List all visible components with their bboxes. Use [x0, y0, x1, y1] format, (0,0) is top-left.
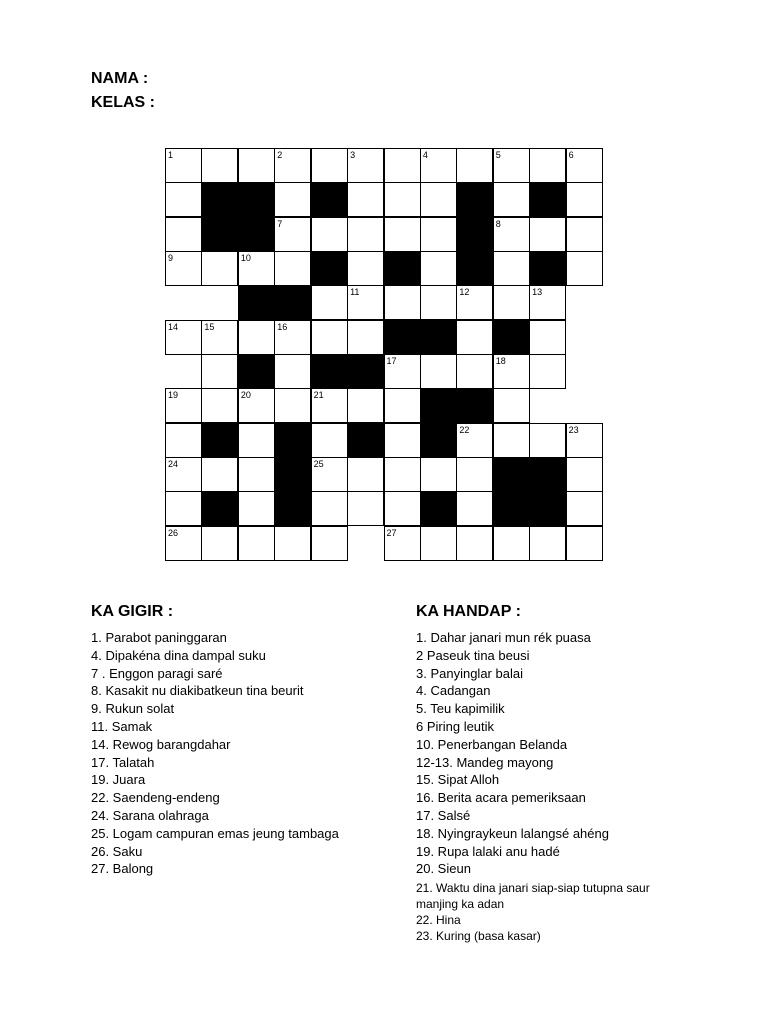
grid-cell[interactable] — [384, 354, 421, 389]
cell-number: 15 — [204, 321, 215, 332]
grid-cell[interactable] — [165, 388, 202, 423]
grid-cell[interactable] — [165, 423, 202, 458]
grid-cell[interactable] — [311, 526, 348, 561]
grid-cell[interactable] — [347, 217, 384, 252]
grid-cell[interactable] — [165, 251, 202, 286]
grid-cell[interactable] — [456, 491, 493, 526]
black-cell — [201, 423, 238, 458]
black-cell — [238, 354, 275, 389]
cell-number: 27 — [386, 527, 397, 538]
grid-cell[interactable] — [384, 491, 421, 526]
grid-cell[interactable] — [384, 388, 421, 423]
cell-number: 25 — [313, 459, 324, 469]
clue-item: 15. Sipat Alloh — [416, 772, 500, 788]
across-heading: KA GIGIR : — [91, 603, 174, 620]
grid-cell[interactable] — [311, 148, 348, 183]
grid-cell[interactable] — [201, 526, 238, 561]
grid-cell[interactable] — [347, 457, 384, 492]
grid-cell[interactable] — [384, 457, 421, 492]
cell-number: 19 — [168, 390, 179, 401]
grid-cell[interactable] — [493, 251, 530, 286]
clue-item: 10. Penerbangan Belanda — [416, 736, 568, 752]
grid-cell[interactable] — [384, 182, 421, 217]
grid-cell[interactable] — [238, 526, 275, 561]
grid-cell[interactable] — [456, 526, 493, 561]
grid-cell[interactable] — [529, 320, 566, 355]
cell-number: 18 — [495, 356, 506, 366]
grid-cell[interactable] — [456, 285, 493, 320]
grid-cell[interactable] — [384, 423, 421, 458]
clue-item: 12-13. Mandeg mayong — [416, 754, 554, 770]
cell-number: 7 — [277, 218, 283, 229]
grid-cell[interactable] — [493, 148, 530, 183]
grid-cell[interactable] — [165, 457, 202, 492]
grid-cell[interactable] — [274, 320, 311, 355]
grid-cell[interactable] — [347, 388, 384, 423]
grid-cell[interactable] — [456, 423, 493, 458]
cell-number: 16 — [277, 321, 288, 332]
nama-label: NAMA : — [91, 70, 149, 87]
grid-cell[interactable] — [238, 423, 275, 458]
crossword-grid — [165, 148, 602, 560]
grid-cell[interactable] — [165, 491, 202, 526]
cell-number: 2 — [277, 150, 283, 160]
grid-cell[interactable] — [274, 354, 311, 389]
cell-number: 20 — [240, 390, 251, 401]
black-cell — [201, 491, 238, 526]
grid-cell[interactable] — [493, 526, 530, 561]
grid-cell[interactable] — [201, 354, 238, 389]
grid-cell[interactable] — [420, 217, 457, 252]
grid-cell[interactable] — [566, 217, 603, 252]
clue-item: 14. Rewog barangdahar — [91, 736, 231, 752]
grid-cell[interactable] — [238, 148, 275, 183]
down-heading: KA HANDAP : — [416, 603, 521, 620]
grid-cell[interactable] — [566, 423, 603, 458]
black-cell — [529, 182, 566, 217]
black-cell — [529, 491, 566, 526]
grid-cell[interactable] — [347, 182, 384, 217]
down-clues — [416, 603, 676, 944]
cell-number: 6 — [568, 150, 574, 160]
black-cell — [311, 251, 348, 286]
clue-item: 19. Rupa lalaki anu hadé — [416, 843, 560, 859]
black-cell — [347, 423, 384, 458]
grid-cell[interactable] — [274, 217, 311, 252]
cell-number: 24 — [168, 459, 179, 469]
down-list — [416, 629, 676, 878]
clue-item: 4. Cadangan — [416, 683, 491, 699]
black-cell — [238, 285, 275, 320]
grid-cell[interactable] — [165, 148, 202, 183]
black-cell — [238, 182, 275, 217]
black-cell — [201, 217, 238, 252]
cell-number: 22 — [459, 424, 470, 435]
grid-cell[interactable] — [493, 423, 530, 458]
cell-number: 3 — [350, 150, 356, 160]
grid-cell[interactable] — [238, 251, 275, 286]
grid-cell[interactable] — [311, 285, 348, 320]
grid-cell[interactable] — [384, 217, 421, 252]
grid-cell[interactable] — [201, 320, 238, 355]
grid-cell[interactable] — [274, 388, 311, 423]
black-cell — [274, 423, 311, 458]
grid-cell[interactable] — [165, 182, 202, 217]
grid-cell[interactable] — [420, 251, 457, 286]
clue-item: 19. Juara — [91, 772, 146, 788]
clue-item: 3. Panyinglar balai — [416, 665, 523, 681]
black-cell — [347, 354, 384, 389]
grid-cell[interactable] — [566, 457, 603, 492]
cell-number: 21 — [313, 390, 324, 401]
cell-number: 4 — [422, 150, 428, 160]
grid-cell[interactable] — [311, 320, 348, 355]
clue-item: 7 . Enggon paragi saré — [91, 665, 223, 681]
black-cell — [529, 251, 566, 286]
clue-item: 16. Berita acara pemeriksaan — [416, 790, 586, 806]
grid-cell[interactable] — [456, 320, 493, 355]
black-cell — [420, 320, 457, 355]
grid-cell[interactable] — [311, 423, 348, 458]
clue-item: 4. Dipakéna dina dampal suku — [91, 647, 266, 663]
black-cell — [274, 457, 311, 492]
grid-cell[interactable] — [347, 251, 384, 286]
grid-cell[interactable] — [529, 217, 566, 252]
cell-number: 8 — [495, 218, 501, 229]
grid-cell[interactable] — [566, 182, 603, 217]
cell-number: 17 — [386, 356, 397, 366]
grid-cell[interactable] — [238, 457, 275, 492]
clue-item: 11. Samak — [91, 718, 153, 734]
black-cell — [384, 251, 421, 286]
black-cell — [201, 182, 238, 217]
grid-cell[interactable] — [384, 526, 421, 561]
black-cell — [311, 182, 348, 217]
grid-cell[interactable] — [420, 457, 457, 492]
grid-cell[interactable] — [529, 526, 566, 561]
grid-cell[interactable] — [493, 285, 530, 320]
clue-item: 17. Talatah — [91, 754, 155, 770]
grid-cell[interactable] — [238, 491, 275, 526]
grid-cell[interactable] — [311, 388, 348, 423]
grid-cell[interactable] — [347, 491, 384, 526]
black-cell — [274, 285, 311, 320]
black-cell — [384, 320, 421, 355]
grid-cell[interactable] — [420, 148, 457, 183]
clue-item: 20. Sieun — [416, 861, 471, 877]
grid-cell[interactable] — [566, 251, 603, 286]
grid-cell[interactable] — [493, 182, 530, 217]
cell-number: 5 — [495, 150, 501, 160]
black-cell — [456, 182, 493, 217]
grid-cell[interactable] — [165, 217, 202, 252]
across-list — [91, 629, 381, 878]
across-clues — [91, 603, 381, 878]
grid-cell[interactable] — [201, 388, 238, 423]
grid-cell[interactable] — [201, 148, 238, 183]
grid-cell[interactable] — [456, 354, 493, 389]
clue-item: 5. Teu kapimilik — [416, 701, 505, 717]
cell-number: 1 — [168, 150, 174, 160]
grid-cell[interactable] — [238, 388, 275, 423]
grid-cell[interactable] — [201, 251, 238, 286]
down-clue-22: 22. Hina — [416, 913, 461, 928]
black-cell — [493, 457, 530, 492]
clue-item: 9. Rukun solat — [91, 701, 175, 717]
cell-number: 9 — [168, 253, 174, 263]
clue-item: 25. Logam campuran emas jeung tambaga — [91, 825, 339, 841]
grid-cell[interactable] — [493, 354, 530, 389]
grid-cell[interactable] — [238, 320, 275, 355]
cell-number: 12 — [459, 287, 470, 298]
cell-number: 11 — [350, 287, 360, 298]
grid-cell[interactable] — [529, 423, 566, 458]
clue-item: 6 Piring leutik — [416, 718, 495, 734]
black-cell — [456, 217, 493, 252]
grid-cell[interactable] — [493, 388, 530, 423]
grid-cell[interactable] — [420, 182, 457, 217]
grid-cell[interactable] — [566, 491, 603, 526]
grid-cell[interactable] — [274, 251, 311, 286]
clue-item: 27. Balong — [91, 861, 154, 877]
down-clue-21: 21. Waktu dina janari siap-siap tutupna saur manjing ka adan — [416, 881, 650, 912]
black-cell — [529, 457, 566, 492]
grid-cell[interactable] — [456, 457, 493, 492]
black-cell — [420, 388, 457, 423]
grid-cell[interactable] — [420, 526, 457, 561]
black-cell — [420, 491, 457, 526]
down-clue-23: 23. Kuring (basa kasar) — [416, 929, 541, 944]
cell-number: 13 — [532, 287, 543, 298]
clue-item: 26. Saku — [91, 843, 143, 859]
grid-cell[interactable] — [311, 457, 348, 492]
black-cell — [238, 217, 275, 252]
grid-cell[interactable] — [165, 526, 202, 561]
black-cell — [456, 251, 493, 286]
clue-item: 17. Salsé — [416, 807, 471, 823]
grid-cell[interactable] — [420, 285, 457, 320]
grid-cell[interactable] — [347, 320, 384, 355]
grid-cell[interactable] — [529, 354, 566, 389]
grid-cell[interactable] — [529, 148, 566, 183]
grid-cell[interactable] — [201, 457, 238, 492]
kelas-label: KELAS : — [91, 94, 155, 111]
black-cell — [274, 491, 311, 526]
grid-cell[interactable] — [529, 285, 566, 320]
grid-cell[interactable] — [311, 491, 348, 526]
black-cell — [456, 388, 493, 423]
grid-cell[interactable] — [384, 285, 421, 320]
black-cell — [493, 320, 530, 355]
grid-cell[interactable] — [456, 148, 493, 183]
cell-number: 10 — [240, 253, 251, 263]
grid-cell[interactable] — [347, 285, 384, 320]
clue-item: 1. Parabot paninggaran — [91, 630, 227, 645]
grid-cell[interactable] — [420, 354, 457, 389]
clue-item: 2 Paseuk tina beusi — [416, 647, 530, 663]
grid-cell[interactable] — [566, 526, 603, 561]
clue-item: 24. Sarana olahraga — [91, 807, 209, 823]
clue-item: 8. Kasakit nu diakibatkeun tina beurit — [91, 683, 304, 699]
grid-cell[interactable] — [566, 148, 603, 183]
grid-cell[interactable] — [274, 148, 311, 183]
cell-number: 14 — [168, 321, 179, 332]
black-cell — [493, 491, 530, 526]
clue-item: 1. Dahar janari mun rék puasa — [416, 630, 591, 645]
black-cell — [311, 354, 348, 389]
cell-number: 26 — [168, 527, 179, 538]
grid-cell[interactable] — [165, 320, 202, 355]
grid-cell[interactable] — [274, 526, 311, 561]
clue-item: 18. Nyingraykeun lalangsé ahéng — [416, 825, 609, 841]
cell-number: 23 — [568, 424, 579, 435]
black-cell — [420, 423, 457, 458]
grid-cell[interactable] — [274, 182, 311, 217]
grid-cell[interactable] — [493, 217, 530, 252]
grid-cell[interactable] — [311, 217, 348, 252]
clue-item: 22. Saendeng-endeng — [91, 790, 220, 806]
grid-cell[interactable] — [384, 148, 421, 183]
grid-cell[interactable] — [347, 148, 384, 183]
